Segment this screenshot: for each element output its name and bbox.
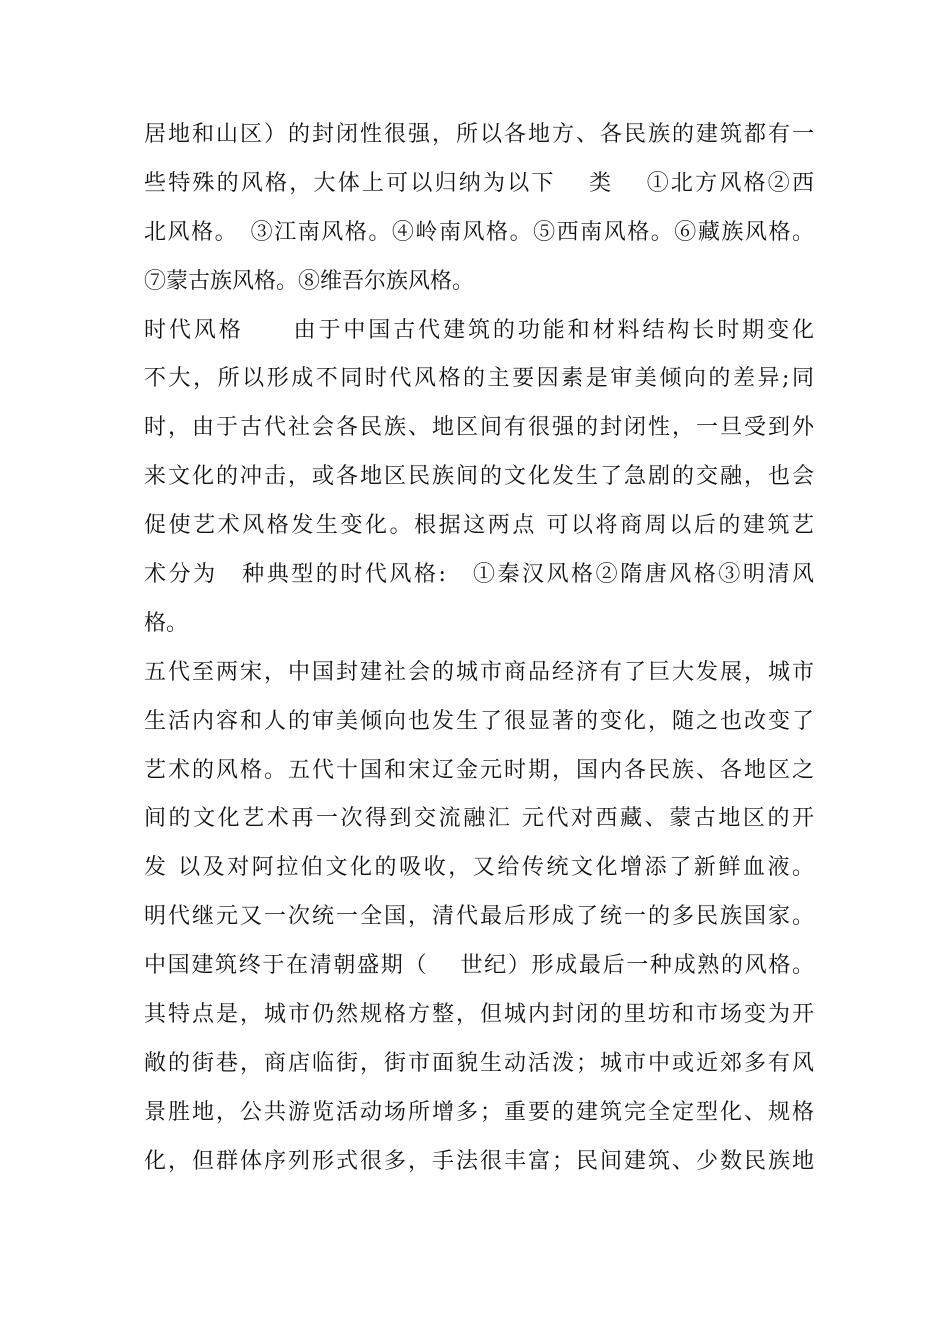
text-line-17: 明代继元又一次统一全国，清代最后形成了统一的多民族国家。	[144, 904, 814, 930]
document-body-text	[144, 111, 814, 1187]
text-line-18: 中国建筑终于在清朝盛期（ 世纪）形成最后一种成熟的风格。	[144, 953, 814, 979]
text-line-12: 五代至两宋，中国封建社会的城市商品经济有了巨大发展，城市	[144, 659, 814, 685]
text-line-9: 促使艺术风格发生变化。根据这两点 可以将商周以后的建筑艺	[144, 513, 814, 539]
text-line-1: 居地和山区）的封闭性很强，所以各地方、各民族的建筑都有一	[144, 122, 814, 147]
text-line-5: 时代风格 由于中国古代建筑的功能和材料结构长时期变化	[144, 317, 814, 343]
text-line-4: ⑦蒙古族风格。⑧维吾尔族风格。	[144, 268, 475, 294]
text-line-15: 间的文化艺术再一次得到交流融汇 元代对西藏、蒙古地区的开	[144, 806, 814, 832]
text-line-3: 北风格。 ③江南风格。④岭南风格。⑤西南风格。⑥藏族风格。	[144, 219, 814, 245]
text-line-10: 术分为 种典型的时代风格: ①秦汉风格②隋唐风格③明清风	[144, 562, 814, 588]
text-line-21: 景胜地，公共游览活动场所增多；重要的建筑完全定型化、规格	[144, 1099, 814, 1125]
text-line-8: 来文化的冲击，或各地区民族间的文化发生了急剧的交融，也会	[144, 464, 814, 490]
text-line-6: 不大，所以形成不同时代风格的主要因素是审美倾向的差异;同	[144, 366, 814, 392]
text-line-16: 发 以及对阿拉伯文化的吸收，又给传统文化增添了新鲜血液。	[144, 855, 814, 881]
text-line-14: 艺术的风格。五代十国和宋辽金元时期，国内各民族、各地区之	[144, 757, 814, 783]
text-line-11: 格。	[144, 610, 189, 636]
text-line-22: 化，但群体序列形式很多，手法很丰富；民间建筑、少数民族地	[144, 1148, 814, 1174]
text-line-2: 些特殊的风格，大体上可以归纳为以下 类 ①北方风格②西	[144, 170, 814, 196]
text-line-13: 生活内容和人的审美倾向也发生了很显著的变化，随之也改变了	[144, 708, 814, 734]
text-line-19: 其特点是，城市仍然规格方整，但城内封闭的里坊和市场变为开	[144, 1002, 814, 1028]
text-line-7: 时，由于古代社会各民族、地区间有很强的封闭性，一旦受到外	[144, 415, 814, 441]
text-line-20: 敞的街巷，商店临街，街市面貌生动活泼；城市中或近郊多有风	[144, 1050, 814, 1076]
